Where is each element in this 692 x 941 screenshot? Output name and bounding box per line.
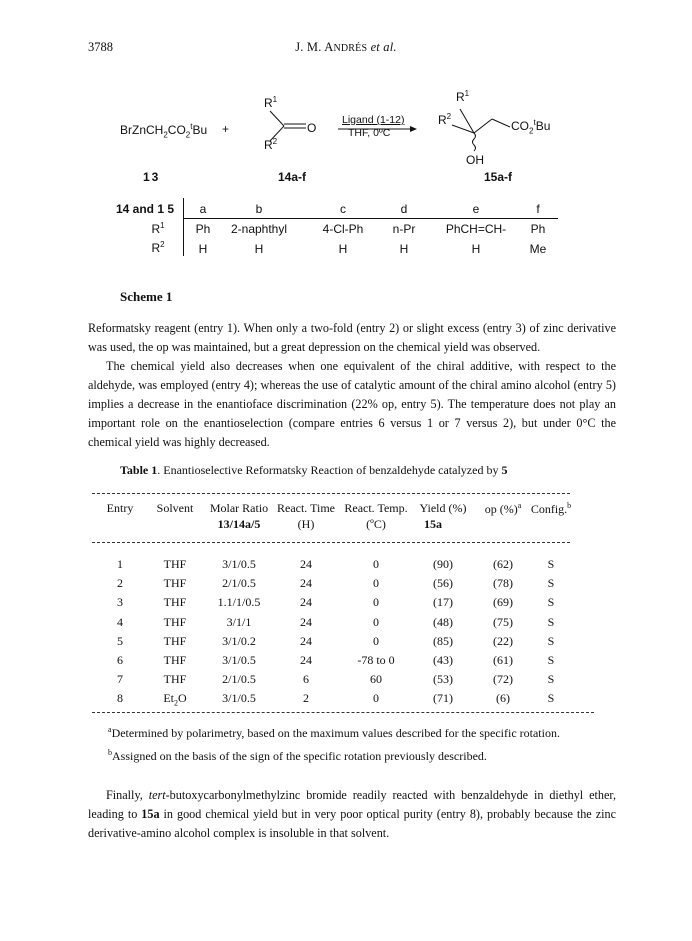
reagent-13: $BrZnCH_2CO_2^tBu$ [120, 122, 208, 140]
cell-molar-ratio: 2/1/0.5 [222, 672, 256, 687]
cell-op: (72) [493, 672, 513, 687]
cell-yield: (56) [433, 576, 453, 591]
body-text-upper [88, 319, 616, 452]
cell-react-time: 24 [300, 633, 312, 648]
substituent-col-c: c [340, 202, 346, 216]
cell-yield: (71) [433, 691, 453, 706]
scheme-caption: Scheme 1 [120, 289, 173, 304]
cell-react-temp: 0 [373, 576, 379, 591]
cell-solvent: THF [163, 576, 187, 591]
cell-entry: 1 [117, 557, 123, 571]
cell-yield: (90) [433, 557, 453, 571]
cell-solvent: THF [163, 557, 187, 571]
cell-config: S [547, 557, 555, 571]
product-r2: $R^2$ [438, 112, 452, 127]
cell-molar-ratio: 3/1/0.5 [222, 557, 256, 571]
th-entry: Entry [106, 501, 134, 515]
ketone-r1: $R^1$ [264, 95, 278, 110]
footnote-a: Determined by polarimetry, based on the maximum values described for the specific rotation. [111, 726, 560, 740]
compound-label-14: 14a-f [278, 170, 307, 184]
cell-react-temp: 0 [373, 595, 379, 610]
cell-op: (78) [493, 576, 513, 591]
cell-config: S [547, 595, 555, 610]
cell-react-time: 24 [300, 653, 312, 667]
cell-entry: 7 [117, 672, 123, 687]
th-sub-react-time: (H) [297, 517, 315, 531]
cell-config: S [547, 633, 555, 648]
cell-entry: 5 [117, 633, 123, 648]
cell-config: S [547, 691, 555, 706]
cell-react-temp: -78 to 0 [357, 653, 395, 667]
r1-d: n-Pr [392, 222, 416, 236]
cell-entry: 4 [117, 614, 123, 629]
cell-config: S [547, 672, 555, 687]
cell-entry: 3 [117, 595, 123, 610]
body-text-lower [88, 786, 616, 843]
arrow-conditions-top: Ligand (1-12) [342, 114, 405, 126]
ketone-r2: $R^2$ [264, 137, 278, 152]
ketone-oxygen: O [307, 121, 317, 135]
substituent-col-e: e [472, 202, 480, 216]
r2-c: H [338, 242, 348, 256]
substituent-table-corner: 14 and 1 5 [116, 202, 175, 216]
plus-sign: + [222, 122, 230, 136]
paragraph-2: The chemical yield also decreases when one equivalent of the chiral additive, with respect to the aldehyde, was employed (entry 4); whereas the use of catalytic amount of the chiral amino alcohol (entry 5) implies a decrease in the enantioface discrimination (22% op, entry 5). The temperature does not play an important role on the enantioselection (compare entries 6 versus 1 or 7 versus 2), but under 0°C the chemical yield was highly decreased. [88, 359, 616, 449]
cell-react-time: 24 [300, 576, 312, 591]
paragraph-1: Reformatsky reagent (entry 1). When only a two-fold (entry 2) or slight excess (entry 3) of zinc derivative was used, the op was maintained, but a great depression on the chemical yield was observed. [88, 321, 616, 354]
cell-op: (6) [496, 691, 510, 706]
th-sub-yield: 15a [424, 517, 442, 531]
cell-react-temp: 60 [370, 672, 382, 687]
arrow-conditions-bottom: THF, 0ºC [348, 127, 391, 139]
cell-op: (69) [493, 595, 513, 610]
cell-solvent: THF [163, 633, 187, 648]
horizontal-rule [183, 218, 558, 219]
cell-op: (61) [493, 653, 513, 667]
cell-molar-ratio: 3/1/0.5 [222, 691, 256, 706]
r1-b: 2-naphthyl [230, 222, 288, 236]
ketone-structure [250, 93, 330, 153]
th-sub-molar-ratio: 13/14a/5 [217, 517, 261, 531]
cell-yield: (85) [433, 633, 453, 648]
cell-solvent: THF [163, 614, 187, 629]
cell-op: (22) [493, 633, 513, 648]
cell-react-temp: 0 [373, 614, 379, 629]
cell-config: S [547, 576, 555, 591]
substituent-col-b: b [255, 202, 263, 216]
r1-a: Ph [195, 222, 211, 236]
reaction-scheme [0, 85, 692, 285]
page-number: 3788 [88, 40, 113, 54]
table-top-rule [92, 493, 570, 494]
th-molar-ratio: Molar Ratio [209, 501, 269, 515]
cell-op: (62) [493, 557, 513, 571]
r1-e: PhCH=CH- [445, 222, 507, 236]
cell-entry: 8 [117, 691, 123, 706]
cell-molar-ratio: 3/1/0.5 [222, 653, 256, 667]
substituent-col-a: a [199, 202, 207, 216]
running-header-authors: J. M. ANDRÉS et al. [295, 40, 397, 54]
compound-label-15: 15a-f [484, 170, 513, 184]
th-sub-react-temp: (ºC) [366, 517, 386, 531]
r1-c: 4-Cl-Ph [322, 222, 364, 236]
cell-yield: (43) [433, 653, 453, 667]
th-react-time: React. Time [276, 501, 335, 515]
cell-react-time: 6 [303, 672, 309, 687]
substituent-col-d: d [400, 202, 408, 216]
cell-molar-ratio: 3/1/1 [226, 614, 252, 629]
cell-entry: 6 [117, 653, 123, 667]
cell-react-temp: 0 [373, 691, 379, 706]
cell-op: (75) [493, 614, 513, 629]
product-ester: $CO_2^tBu$ [511, 118, 551, 136]
cell-molar-ratio: 3/1/0.2 [222, 633, 256, 648]
r2-e: H [471, 242, 481, 256]
th-config: Config.$^b$ [530, 501, 572, 516]
substituent-r2-label: $R^2$ [151, 240, 165, 255]
r2-a: H [198, 242, 208, 256]
cell-solvent: THF [163, 672, 187, 687]
cell-config: S [547, 614, 555, 629]
cell-react-time: 24 [300, 614, 312, 629]
compound-label-13: 13 [143, 170, 161, 184]
cell-yield: (48) [433, 614, 453, 629]
th-solvent: Solvent [156, 501, 194, 515]
table-caption: Table 1. Enantioselective Reformatsky Reaction of benzaldehyde catalyzed by 5 [120, 463, 508, 477]
r2-d: H [399, 242, 409, 256]
table-bottom-rule [92, 712, 594, 713]
cell-react-temp: 0 [373, 557, 379, 571]
cell-solvent: $Et_2O$ [163, 691, 187, 708]
footnote-b: Assigned on the basis of the sign of the specific rotation previously described. [112, 749, 487, 763]
th-react-temp: React. Temp. [344, 501, 408, 515]
r1-f: Ph [530, 222, 546, 236]
cell-yield: (17) [433, 595, 453, 610]
cell-entry: 2 [117, 576, 123, 591]
th-op: op (%)$^a$ [484, 501, 522, 516]
table-header-rule [92, 542, 570, 543]
cell-config: S [547, 653, 555, 667]
cell-react-time: 2 [303, 691, 309, 706]
cell-solvent: THF [163, 595, 187, 610]
cell-yield: (53) [433, 672, 453, 687]
r2-b: H [254, 242, 264, 256]
cell-react-time: 24 [300, 595, 312, 610]
paragraph-3: Finally, tert-butoxycarbonylmethylzinc bromide readily reacted with benzaldehyde in diethyl ether, leading to 15a in good chemical yield but in very poor optical purity (entry 8), probably because the zinc derivative-amino alcohol complex is insoluble in that solvent. [88, 788, 616, 840]
table-footnotes: $^a$Determined by polarimetry, based on the maximum values described for the specific rotation. $^b$Assigned on the basis of the sign of the specific rotation previously described. [108, 725, 560, 763]
substituent-r1-label: $R^1$ [151, 221, 165, 236]
cell-react-time: 24 [300, 557, 312, 571]
cell-react-temp: 0 [373, 633, 379, 648]
product-r1: $R^1$ [456, 89, 470, 104]
substituent-col-f: f [536, 202, 540, 216]
th-yield: Yield (%) [419, 501, 467, 515]
r2-f: Me [529, 242, 547, 256]
cell-molar-ratio: 1.1/1/0.5 [217, 595, 261, 610]
cell-solvent: THF [163, 653, 187, 667]
cell-molar-ratio: 2/1/0.5 [222, 576, 256, 591]
product-hydroxyl: OH [466, 153, 484, 167]
vertical-rule [183, 198, 184, 256]
